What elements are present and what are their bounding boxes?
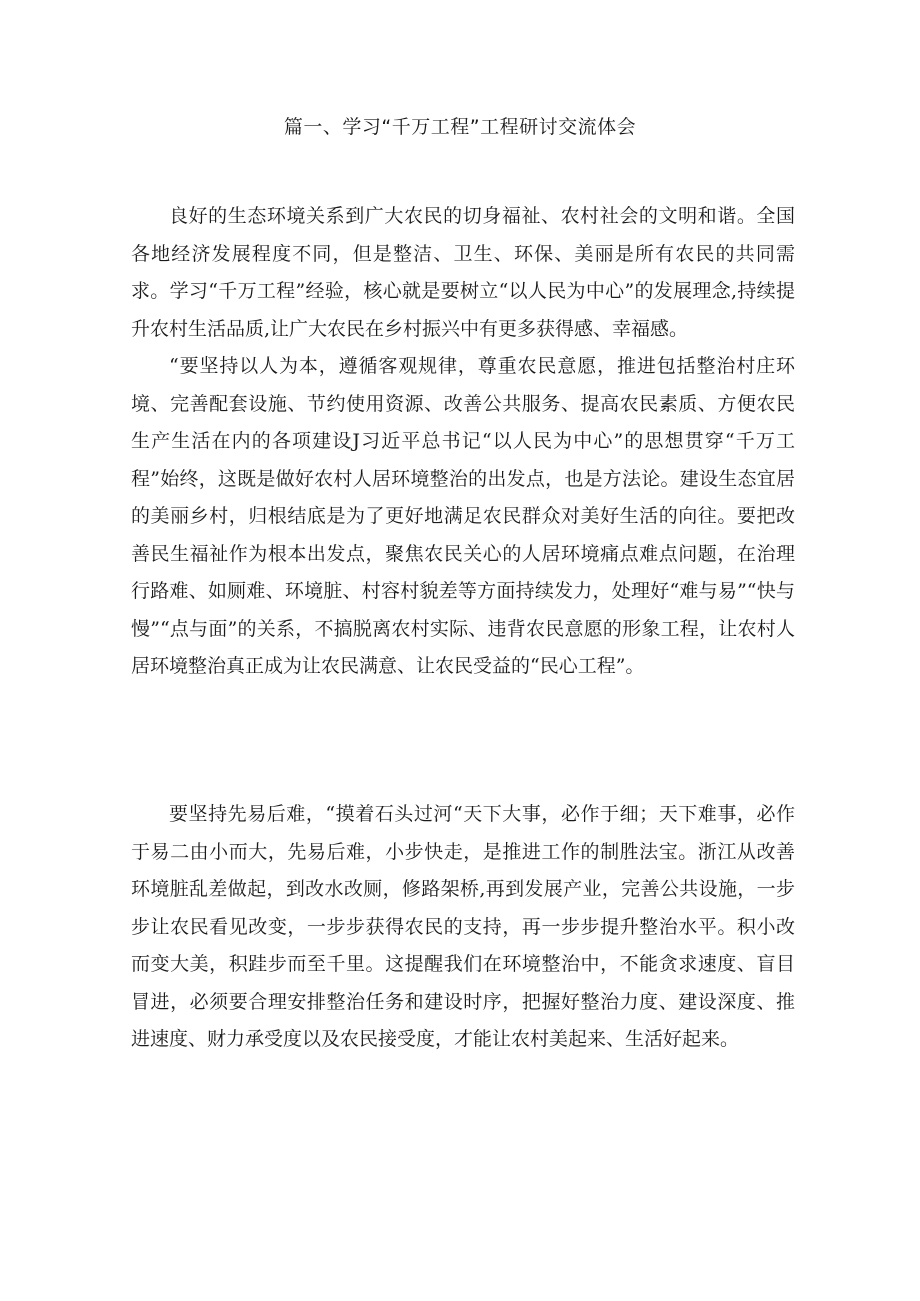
paragraph-3: 要坚持先易后难，“摸着石头过河“天下大事，必作于细；天下难事，必作于易二由小而大，先易后难，小步快走，是推进工作的制胜法宝。浙江从改善环境脏乱差做起，到改水改厕，修路架桥,再到发展产业，完善公共设施，一步步让农民看见改变，一步步获得农民的支持，再一步步提升整治水平。积小改而变大美，积跬步而至千里。这提醒我们在环境整治中，不能贪求速度、盲目冒进，必须要合理安排整治任务和建设时序，把握好整治力度、建设深度、推进速度、财力承受度以及农民接受度，才能让农村美起来、生活好起来。 [131, 803, 795, 1050]
document-title: 篇一、学习“千万工程”工程研讨交流体会 [283, 116, 637, 138]
paragraph-2: “要坚持以人为本，遵循客观规律，尊重农民意愿，推进包括整治村庄环境、完善配套设施、节约使用资源、改善公共服务、提高农民素质、方便农民生产生活在内的各项建设J习近平总书记“以人民为中心”的思想贯穿“千万工程”始终，这既是做好农村人居环境整治的出发点，也是方法论。建设生态宜居的美丽乡村，归根结底是为了更好地满足农民群众对美好生活的向往。要把改善民生福祉作为根本出发点，聚焦农民关心的人居环境痛点难点问题，在治理行路难、如厕难、环境脏、村容村貌差等方面持续发力，处理好“难与易”“快与慢”“点与面”的关系，不搞脱离农村实际、违背农民意愿的形象工程，让农村人居环境整治真正成为让农民满意、让农民受益的“民心工程”。 [131, 355, 795, 677]
paragraph-1: 良好的生态环境关系到广大农民的切身福祉、农村社会的文明和谐。全国各地经济发展程度不同，但是整洁、卫生、环保、美丽是所有农民的共同需求。学习“千万工程”经验，核心就是要树立“以人民为中心”的发展理念,持续提升农村生活品质,让广大农民在乡村振兴中有更多获得感、幸福感。 [131, 205, 795, 340]
